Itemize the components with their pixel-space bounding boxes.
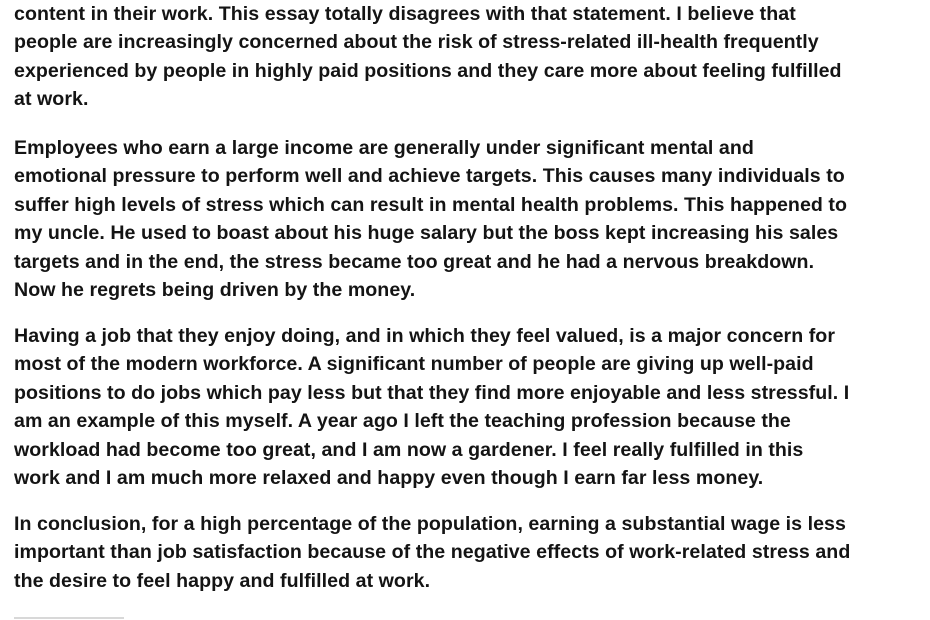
paragraph-job-satisfaction	[14, 322, 926, 492]
text-line: Employees who earn a large income are generally under significant mental and	[14, 137, 754, 159]
cropped-text-remnant	[14, 614, 124, 620]
text-line: am an example of this myself. A year ago I left the teaching profession because the	[14, 410, 791, 433]
text-line: emotional pressure to perform well and achieve targets. This causes many individuals to	[14, 165, 845, 188]
text-line: the desire to feel happy and fulfilled at work.	[14, 569, 431, 592]
text-line: workload had become too great, and I am now a gardener. I feel really fulfilled in this	[14, 438, 804, 461]
text-line: people are increasingly concerned about the risk of stress-related ill-health frequently	[14, 31, 819, 54]
paragraph-stress-example	[14, 134, 926, 304]
text-line: most of the modern workforce. A significant number of people are giving up well-paid	[14, 353, 814, 376]
text-line: important than job satisfaction because of the negative effects of work-related stress and	[14, 541, 851, 564]
paragraph-opinion-statement	[14, 0, 926, 114]
text-line: experienced by people in highly paid positions and they care more about feeling fulfilled	[14, 59, 842, 82]
text-line: Now he regrets being driven by the money.	[14, 279, 416, 302]
text-line: Having a job that they enjoy doing, and in which they feel valued, is a major concern for	[14, 325, 836, 347]
text-line: work and I am much more relaxed and happy even though I earn far less money.	[14, 467, 764, 490]
text-line: content in their work. This essay totally disagrees with that statement. I believe that	[14, 3, 796, 25]
text-line: targets and in the end, the stress became too great and he had a nervous breakdown.	[14, 250, 815, 273]
text-line: at work.	[14, 88, 89, 111]
paragraph-conclusion	[14, 510, 926, 595]
text-line: In conclusion, for a high percentage of the population, earning a substantial wage is less	[14, 513, 846, 535]
text-line: my uncle. He used to boast about his huge salary but the boss kept increasing his sales	[14, 222, 839, 245]
text-line: suffer high levels of stress which can result in mental health problems. This happened to	[14, 193, 848, 216]
text-line: positions to do jobs which pay less but that they find more enjoyable and less stressful. I	[14, 381, 850, 404]
